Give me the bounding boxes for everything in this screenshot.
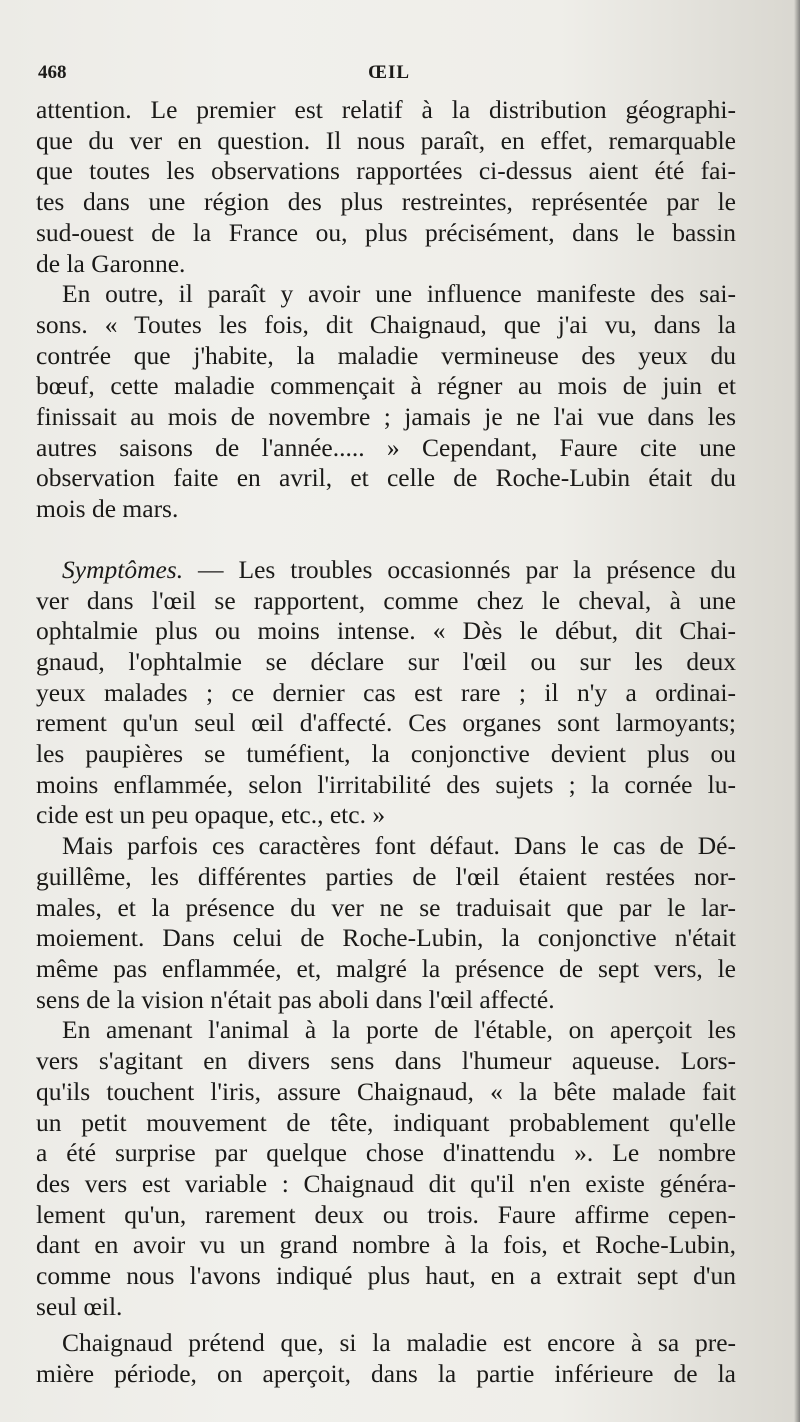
text-line: que toutes les observations rapportées ci-dessus aient été fai- bbox=[36, 156, 736, 186]
text-line: mois de mars. bbox=[36, 494, 179, 524]
text-line: yeux malades ; ce dernier cas est rare ; il n'y a ordinai- bbox=[36, 677, 736, 707]
text-line: contrée que j'habite, la maladie vermineuse des yeux du bbox=[36, 340, 736, 370]
text-fragment: — Les troubles occasionnés par la présence du bbox=[183, 554, 736, 584]
body-text bbox=[36, 95, 736, 1390]
paragraph bbox=[36, 1328, 736, 1389]
text-line: sud-ouest de la France ou, plus précisément, dans le bassin bbox=[36, 217, 736, 247]
section-title: ŒIL bbox=[368, 62, 411, 83]
text-line: ophtalmie plus ou moins intense. « Dès le début, dit Chai- bbox=[36, 616, 736, 646]
text-line: Mais parfois ces caractères font défaut. Dans le cas de Dé- bbox=[62, 831, 736, 861]
paragraph bbox=[36, 95, 736, 279]
text-line: cide est un peu opaque, etc., etc. » bbox=[36, 800, 386, 830]
text-line: attention. Le premier est relatif à la distribution géographi- bbox=[36, 95, 736, 124]
section-heading: Symptômes. bbox=[62, 554, 184, 584]
text-line: des vers est variable : Chaignaud dit qu'il n'en existe généra- bbox=[36, 1168, 736, 1198]
text-line: guillême, les différentes parties de l'œil étaient restées nor- bbox=[36, 861, 736, 891]
text-line: seul œil. bbox=[36, 1291, 123, 1321]
text-line: sens de la vision n'était pas aboli dans l'œil affecté. bbox=[36, 984, 555, 1014]
text-line: a été surprise par quelque chose d'inattendu ». Le nombre bbox=[36, 1138, 736, 1168]
text-line: observation faite en avril, et celle de Roche-Lubin était du bbox=[36, 463, 736, 493]
paragraph bbox=[36, 555, 736, 831]
text-line: moiement. Dans celui de Roche-Lubin, la conjonctive n'était bbox=[36, 923, 736, 953]
text-line: autres saisons de l'année..... » Cependant, Faure cite une bbox=[36, 432, 736, 462]
text-line: dant en avoir vu un grand nombre à la fois, et Roche-Lubin, bbox=[36, 1230, 736, 1260]
text-line: sons. « Toutes les fois, dit Chaignaud, que j'ai vu, dans la bbox=[36, 309, 736, 339]
text-line: qu'ils touchent l'iris, assure Chaignaud, « la bête malade fait bbox=[36, 1076, 736, 1106]
text-line: males, et la présence du ver ne se traduisait que par le lar- bbox=[36, 892, 736, 922]
text-line: finissait au mois de novembre ; jamais je ne l'ai vue dans les bbox=[36, 402, 736, 432]
text-line: comme nous l'avons indiqué plus haut, en a extrait sept d'un bbox=[36, 1261, 736, 1291]
running-head bbox=[38, 62, 738, 86]
text-line: lement qu'un, rarement deux ou trois. Faure affirme cepen- bbox=[36, 1199, 736, 1229]
text-line: que du ver en question. Il nous paraît, en effet, remarquable bbox=[36, 125, 736, 155]
text-line: En outre, il paraît y avoir une influence manifeste des sai- bbox=[62, 279, 736, 309]
text-line: ver dans l'œil se rapportent, comme chez le cheval, à une bbox=[36, 585, 736, 615]
text-line: vers s'agitant en divers sens dans l'humeur aqueuse. Lors- bbox=[36, 1046, 736, 1076]
text-line: rement qu'un seul œil d'affecté. Ces organes sont larmoyants; bbox=[36, 708, 736, 738]
page-number: 468 bbox=[38, 62, 67, 83]
paragraph bbox=[36, 279, 736, 525]
text-line: En amenant l'animal à la porte de l'étable, on aperçoit les bbox=[62, 1015, 736, 1045]
text-line bbox=[36, 555, 736, 586]
text-line: moins enflammée, selon l'irritabilité des sujets ; la cornée lu- bbox=[36, 769, 736, 799]
paragraph bbox=[36, 831, 736, 1015]
text-line: même pas enflammée, et, malgré la présence de sept vers, le bbox=[36, 953, 736, 983]
text-line: de la Garonne. bbox=[36, 248, 186, 278]
text-line: mière période, on aperçoit, dans la partie inférieure de la bbox=[36, 1359, 736, 1389]
paragraph bbox=[36, 1015, 736, 1322]
text-line: bœuf, cette maladie commençait à régner au mois de juin et bbox=[36, 371, 736, 401]
text-line: les paupières se tuméfient, la conjonctive devient plus ou bbox=[36, 739, 736, 769]
text-line: un petit mouvement de tête, indiquant probablement qu'elle bbox=[36, 1107, 736, 1137]
text-line: gnaud, l'ophtalmie se déclare sur l'œil ou sur les deux bbox=[36, 646, 736, 676]
text-line: tes dans une région des plus restreintes, représentée par le bbox=[36, 187, 736, 217]
text-line: Chaignaud prétend que, si la maladie est encore à sa pre- bbox=[62, 1328, 736, 1358]
